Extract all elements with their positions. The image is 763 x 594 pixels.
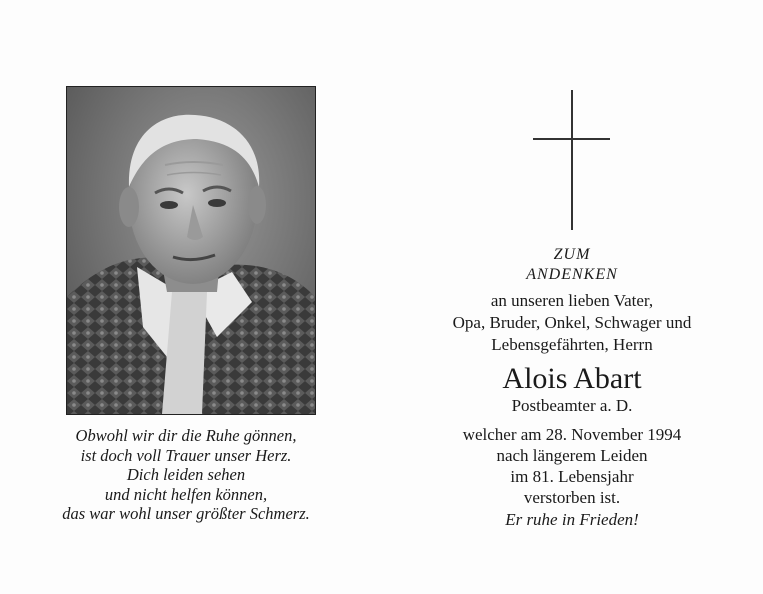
dedication-line-2: Opa, Bruder, Onkel, Schwager und (452, 313, 692, 332)
deceased-title: Postbeamter a. D. (511, 396, 633, 415)
poem-line: Obwohl wir dir die Ruhe gönnen, (75, 426, 297, 445)
details-line-3: im 81. Lebensjahr (510, 467, 634, 486)
details-line-4: verstorben ist. (523, 488, 621, 507)
heading-line-2: ANDENKEN (526, 266, 618, 283)
memorial-poem (20, 426, 352, 524)
portrait-illustration (67, 87, 315, 414)
details-line-2: nach längerem Leiden (496, 446, 648, 465)
deceased-name: Alois Abart (502, 362, 642, 395)
portrait-photo (66, 86, 316, 415)
memorial-heading (392, 245, 752, 285)
dedication-line-1: an unseren lieben Vater, (490, 291, 654, 310)
death-details (392, 424, 752, 508)
poem-line: und nicht helfen können, (104, 484, 268, 504)
poem-line: ist doch voll Trauer unser Herz. (80, 445, 292, 465)
heading-line-1: ZUM (553, 246, 591, 263)
dedication-text (392, 290, 752, 356)
dedication-line-3: Lebensgefährten, Herrn (491, 335, 653, 354)
cross-icon-vertical (571, 90, 573, 230)
poem-line: Dich leiden sehen (126, 465, 246, 484)
closing-blessing: Er ruhe in Frieden! (505, 510, 639, 529)
cross-icon-horizontal (533, 138, 610, 140)
details-line-1: welcher am 28. November 1994 (462, 425, 682, 444)
poem-line: das war wohl unser größter Schmerz. (62, 504, 310, 523)
